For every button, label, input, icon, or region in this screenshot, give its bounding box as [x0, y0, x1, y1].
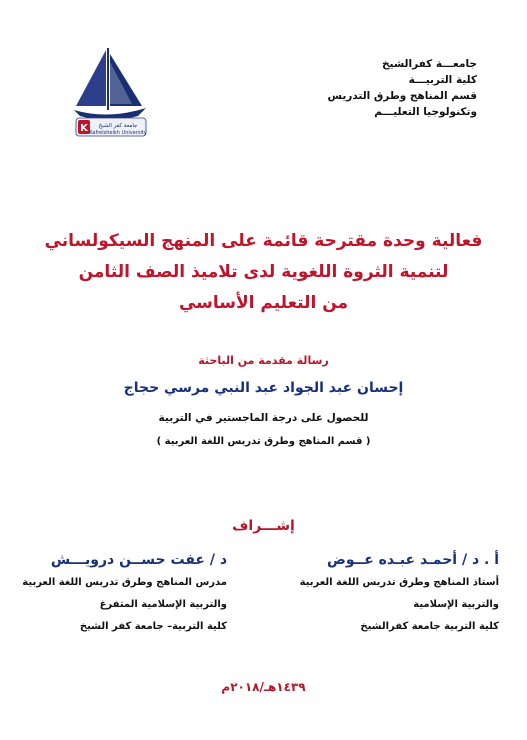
thesis-title [0, 226, 527, 319]
department-name: قسم المناهج وطرق التدريس [327, 90, 477, 102]
department-name-2: وتكنولوجيا التعليـــم [374, 106, 477, 118]
supervisor-2-title-2: والتربية الإسلامية المتفرغ [99, 599, 227, 610]
title-line-3: من التعليم الأساسي [178, 293, 349, 313]
university-header [277, 56, 477, 120]
title-line-2: لتنمية الثروة اللغوية لدى تلاميذ الصف الثامن [78, 262, 449, 282]
supervision-heading: إشـــراف [232, 518, 295, 534]
supervisor-1-title-2: والتربية الإسلامية [413, 599, 499, 610]
supervisor-1 [259, 548, 499, 638]
submitted-by-label: رسالة مقدمة من الباحثة [198, 354, 329, 367]
faculty-name: كلية التربيـــة [408, 74, 477, 86]
svg-text:K: K [80, 123, 88, 134]
university-name: جامعـــة كفرالشيخ [381, 58, 477, 70]
supervisor-2-name: د / عفت حســن درويـــش [50, 552, 227, 568]
department-text: ( قسم المناهج وطرق تدريس اللغة العربية ) [156, 436, 371, 447]
supervisor-1-name: أ . د / أحمـد عبـده عــوض [327, 552, 499, 568]
supervisor-2-title: مدرس المناهج وطرق تدريس اللغة العربية [22, 577, 227, 588]
title-line-1: فعالية وحدة مقترحة قائمة على المنهج السيكولساني [44, 231, 483, 251]
author-name: إحسان عبد الجواد عبد النبي مرسي حجاج [123, 380, 404, 396]
logo-arabic-text: جامعة كفر الشيخ [98, 123, 138, 129]
logo-english-text: Kafrelsheikh University [89, 130, 147, 136]
supervisor-1-title: أستاذ المناهج وطرق تدريس اللغة العربية [299, 577, 499, 588]
degree-text: للحصول على درجة الماجستير في التربية [158, 412, 369, 424]
university-logo [66, 44, 152, 140]
supervisor-2-affiliation: كلية التربية– جامعة كفر الشيخ [79, 621, 227, 632]
sailboat-logo-icon [66, 44, 152, 140]
supervisor-2 [7, 548, 227, 638]
supervisor-1-affiliation: كلية التربية جامعة كفرالشيخ [360, 621, 499, 632]
thesis-date: ١٤٣٩هـ/٢٠١٨م [221, 680, 306, 694]
